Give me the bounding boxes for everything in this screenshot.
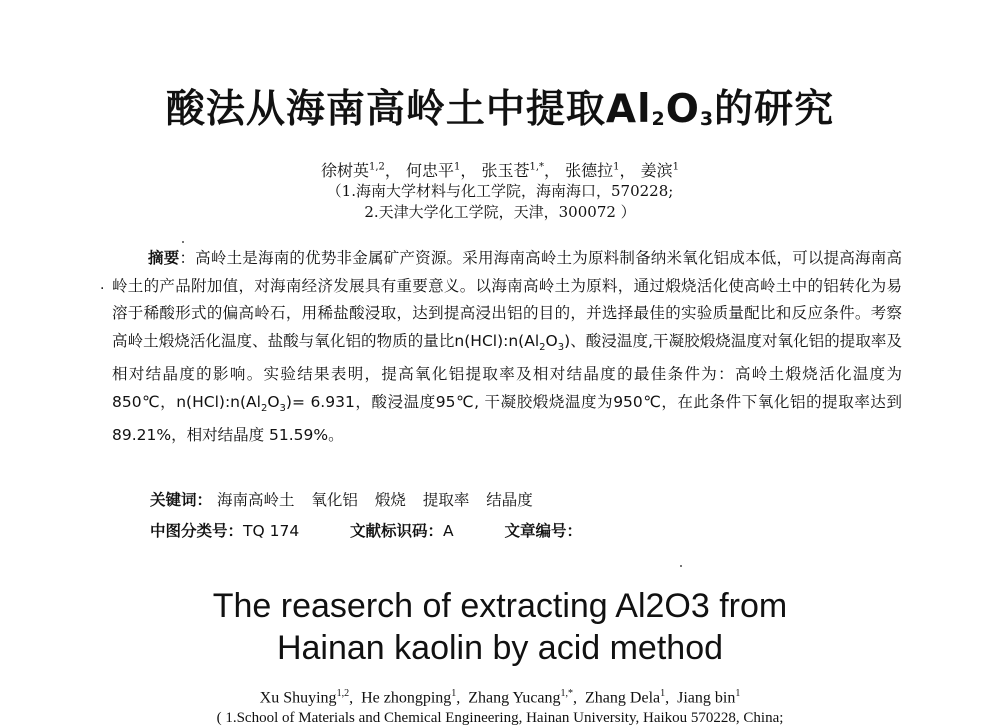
chinese-author-list: 徐树英$^{1,2}$， 何忠平$^1$， 张玉苍$^{1,*}$， 张德拉$^1$， 姜滨$^1$ (320, 161, 680, 180)
article-no-label: 文章编号： (504, 522, 582, 540)
chinese-title: 酸法从海南高岭土中提取$Al_2O_3$的研究 (165, 87, 835, 132)
chinese-affiliation-2: 2.天津大学化工学院，天津，300072 ） (364, 203, 636, 221)
scan-speck (680, 565, 682, 567)
abstract-label: 摘要 (148, 249, 180, 267)
keywords-line: 关键词： 海南高岭土 氧化铝 煅烧 提取率 结晶度 (150, 491, 533, 509)
margin-dot: · (100, 281, 105, 297)
chinese-abstract: 摘要：高岭土是海南的优势非金属矿产资源。采用海南高岭土为原料制备纳米氧化铝成本低，可以提高海南高岭土的产品附加值，对海南经济发展具有重要意义。以海南高岭土为原料，通过煅烧活化使高岭土中的铝转化为易溶于稀酸形式的偏高岭石，用稀盐酸浸取，达到提高浸出铝的目的，并选择最佳的实验质量配比和反应条件。考察高岭土煅烧活化温度、盐酸与氧化铝的物质的量比$n(HCl):n(Al_2O_3)$、酸浸温度,干凝胶煅烧温度对氧化铝的提取率及相对结晶度的影响。实验结果表明，提高氧化铝提取率及相对结晶度的最佳条件为：高岭土煅烧活化温度为850℃，$n(HCl):n(Al_2O_3)= 6.931$，酸浸温度95℃, 干凝胶煅烧温度为950℃，在此条件下氧化铝的提取率达到89.21%，相对结晶度 51.59%。 (112, 249, 902, 445)
author-name: Zhang Dela (585, 689, 661, 707)
keyword: 氧化铝 (311, 491, 358, 509)
keyword: 海南高岭土 (216, 491, 295, 509)
english-affiliation: ( 1.School of Materials and Chemical Engineering, Hainan University, Haikou 570228, China; (216, 710, 784, 726)
author-name: 张玉苍 (481, 161, 530, 180)
author-name: Jiang bin (677, 689, 736, 707)
author-name: Zhang Yucang (468, 689, 561, 707)
author-name: He zhongping (361, 689, 452, 707)
author-name: 张德拉 (565, 161, 614, 180)
author-name: 姜滨 (640, 161, 673, 180)
classification-line (150, 519, 582, 541)
scan-speck (182, 241, 184, 243)
keyword: 煅烧 (374, 491, 406, 509)
english-author-list: Xu Shuying$^{1,2}$, He zhongping$^1$, Zhang Yucang$^{1,*}$, Zhang Dela$^1$, Jiang bin$^1$ (259, 688, 741, 707)
english-title-line-2: Hainan kaolin by acid method (276, 629, 724, 667)
chinese-affiliation-1: （1.海南大学材料与化工学院，海南海口，570228; (326, 182, 674, 200)
english-title-line-1: The reaserch of extracting Al2O3 from (212, 587, 788, 625)
doc-code-value: A (443, 522, 454, 540)
keyword: 提取率 (422, 491, 470, 509)
clc-value: TQ 174 (243, 522, 300, 540)
english-title (0, 585, 1000, 669)
keyword: 结晶度 (486, 491, 533, 509)
author-name: Xu Shuying (259, 689, 337, 707)
author-name: 徐树英 (320, 161, 369, 180)
author-name: 何忠平 (406, 161, 455, 180)
keywords-label: 关键词 (150, 491, 197, 509)
doc-code-label: 文献标识码： (350, 522, 444, 540)
clc-label: 中图分类号： (150, 522, 244, 540)
